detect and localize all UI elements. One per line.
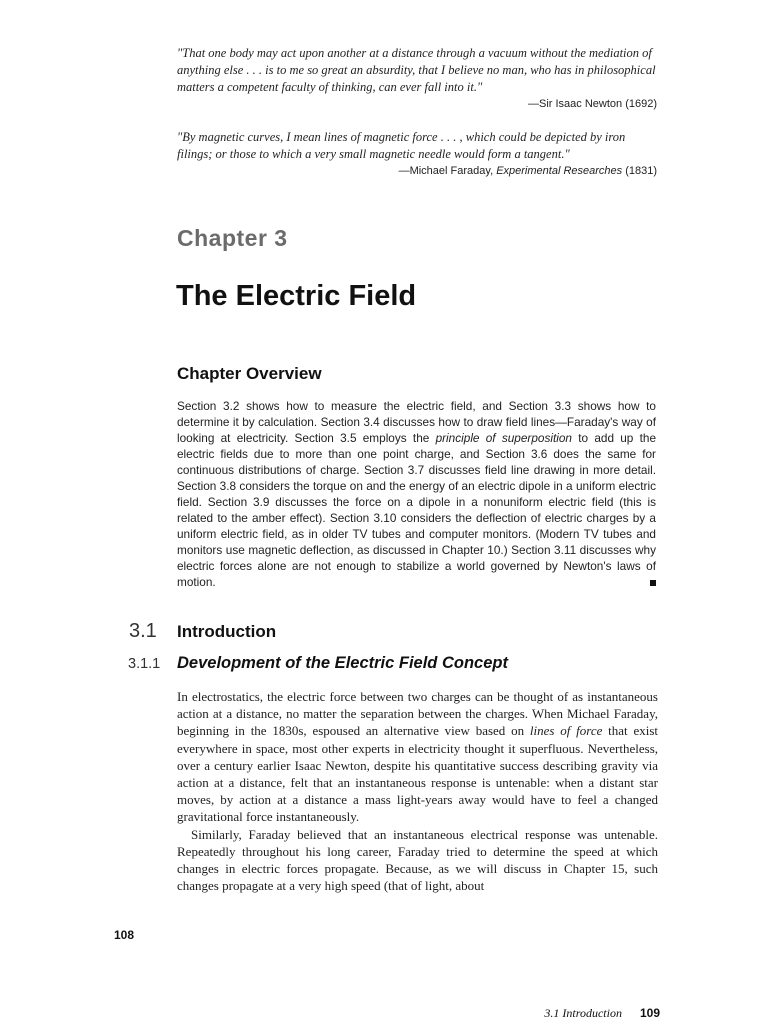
page-footer (544, 1006, 660, 1021)
faraday-attribution (399, 165, 657, 177)
attribution-prefix: —Michael Faraday, (398, 165, 497, 177)
overview-text-part: to add up the electric fields due to more than one point charge, and Section 3.6 does the same for continuous distributions of charge. Section 3.7 discusses field line drawing in more detail. Section 3.8 considers the torque on and the energy of an electric dipole in a uniform electric field. Section 3.9 discusses the force on a dipole in a nonuniform electric field (this is related to the amber effect). Section 3.10 considers the deflection of electric charges by a uniform electric field, as in older TV tubes and computer monitors. (Modern TV tubes and monitors use magnetic deflection, as discussed in Chapter 10.) Section 3.11 discusses why electric forces alone are not enough to stabilize a world governed by Newton's laws of motion. (177, 431, 657, 589)
attribution-work: Experimental Researches (496, 165, 623, 177)
faraday-quote (177, 129, 657, 163)
body-text (177, 688, 658, 894)
subsection-number: 3.1.1 (128, 656, 161, 672)
page-number-right: 109 (639, 1006, 660, 1020)
newton-attribution: —Sir Isaac Newton (1692) (528, 98, 657, 110)
overview-text (177, 398, 656, 590)
paragraph (177, 688, 658, 826)
overview-emphasis: principle of superposition (435, 431, 572, 445)
end-of-overview-icon (650, 580, 656, 586)
section-number: 3.1 (129, 620, 157, 642)
overview-heading: Chapter Overview (177, 364, 322, 383)
quote-text: "That one body may act upon another at a distance through a vacuum without the mediation of anything else . . . is to me so great an absurdity, that I believe no man, who has in philosophical matters a competent faculty of thinking, can ever fall into it." (177, 46, 656, 94)
paragraph: Similarly, Faraday believed that an instantaneous electrical response was untenable. Repeatedly throughout his long career, Faraday tried to determine the speed at which changes in electric forces propagate. Because, as we will discuss in Chapter 15, such changes propagate at a very high speed (that of light, about (177, 826, 658, 894)
paragraph-text: In electrostatics, the electric force between two charges can be thought of as instantaneous action at a distance, no matter the separation between the charges. When Michael Faraday, beginning in the 1830s, espoused an alternative view based on (177, 689, 658, 739)
subsection-title: Development of the Electric Field Concept (177, 654, 508, 672)
chapter-label: Chapter 3 (177, 225, 288, 251)
attribution-year: (1831) (622, 165, 657, 177)
paragraph-emphasis: lines of force (529, 723, 603, 739)
running-head: 3.1 Introduction (544, 1006, 622, 1020)
page-number-left: 108 (114, 928, 135, 942)
section-title: Introduction (177, 622, 277, 641)
quote-text: "By magnetic curves, I mean lines of magnetic force . . . , which could be depicted by iron filings; or those to which a very small magnetic needle would form a tangent." (177, 130, 626, 161)
overview-text-part: Section 3.2 shows how to measure the electric field, and Section 3.3 shows how to determine it by calculation. Section 3.4 discusses how to draw field lines—Faraday's way of looking at electricity. Section 3.5 employs the (177, 399, 656, 445)
paragraph-text: that exist everywhere in space, most other experts in electricity thought it superfluous. Nevertheless, over a century earlier Isaac Newton, despite his quantitative success describing gravity via action at a distance, felt that an instantaneous response is untenable: when a distant star moves, by action at a distance a mass light-years away would have to feel a changed gravitational force instantaneously. (177, 723, 658, 825)
newton-quote (177, 45, 657, 96)
chapter-title: The Electric Field (176, 280, 417, 312)
